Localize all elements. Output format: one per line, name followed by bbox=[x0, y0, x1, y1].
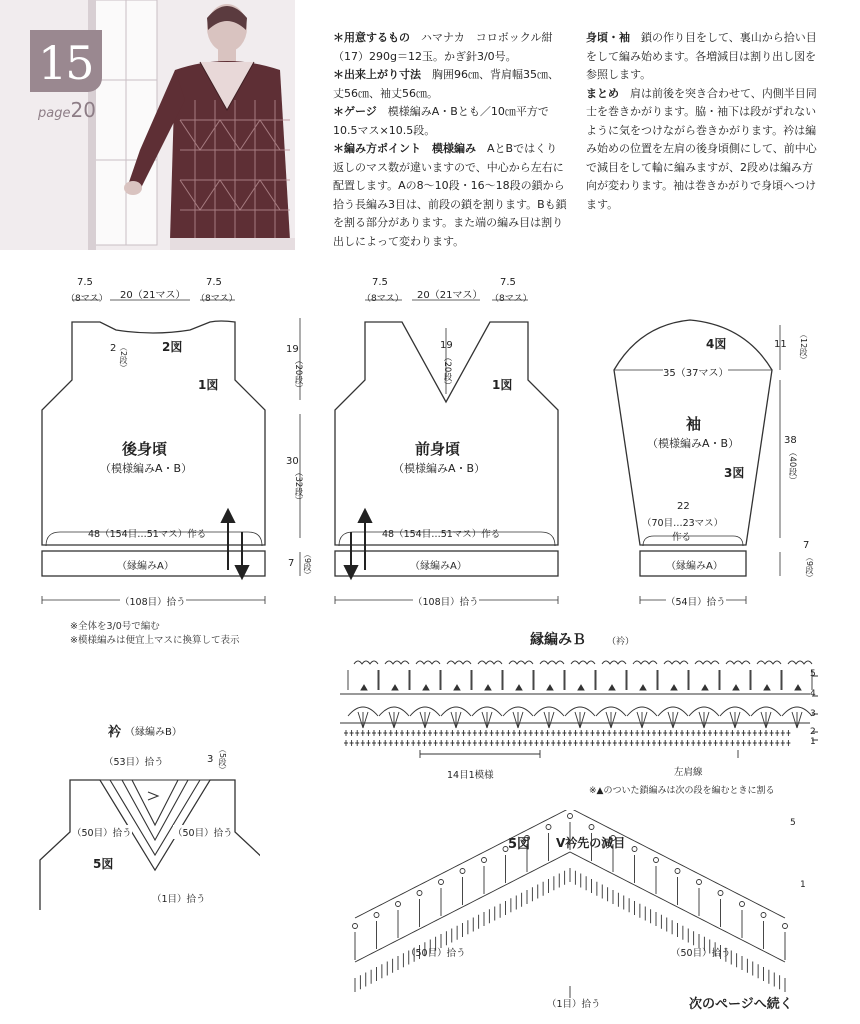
back-body-outline bbox=[42, 321, 265, 545]
materials-heading: ＊用意するもの bbox=[333, 31, 410, 44]
front-shoulder-right: 7.5 bbox=[500, 277, 516, 288]
chart5-right-pickup: （50目）拾う bbox=[671, 948, 731, 959]
back-neck-depth-sub: （2段） bbox=[119, 343, 128, 373]
back-shoulder-left: 7.5 bbox=[77, 277, 93, 288]
back-body-pattern: （模様編みA・B） bbox=[100, 462, 193, 475]
armhole-depth: 19 bbox=[286, 344, 299, 355]
front-neck-width: 20（21マス） bbox=[417, 290, 483, 301]
sleeve-fig4: 4図 bbox=[706, 337, 727, 351]
collar-center-pickup: （1目）拾う bbox=[152, 894, 206, 905]
sleeve-cuff-sub: （70目…23マス） bbox=[642, 518, 724, 529]
chart-b-row3: 3 bbox=[810, 709, 816, 719]
collar-right-pickup: （50目）拾う bbox=[173, 825, 233, 839]
pattern-number: 15 bbox=[38, 36, 93, 90]
sleeve-cap: 11 bbox=[774, 339, 787, 350]
sleeve-cast-on: 作る bbox=[672, 532, 692, 543]
armhole-depth-sub: （20段） bbox=[293, 356, 303, 393]
chart-b-title: 縁編みＢ bbox=[530, 632, 586, 648]
sleeve-length-sub: （40段） bbox=[787, 448, 797, 485]
sleeve-cuff-width: 22 bbox=[677, 501, 690, 512]
back-neck-depth: 2 bbox=[110, 343, 117, 354]
border-depth: 7 bbox=[288, 558, 295, 569]
collar-top-pickup: （53目）拾う bbox=[104, 757, 164, 768]
back-body-title: 後身頃 bbox=[122, 440, 168, 458]
size-heading: ＊出来上がり寸法 bbox=[333, 68, 421, 81]
front-shoulder-left: 7.5 bbox=[372, 277, 388, 288]
sleeve-border-depth-sub: （9段） bbox=[805, 553, 814, 583]
front-v-depth-sub: （20段） bbox=[442, 353, 452, 390]
note-1: ※全体を3/0号で編む bbox=[70, 621, 160, 632]
front-fig1: 1図 bbox=[492, 378, 513, 392]
chart-b-row1: 1 bbox=[810, 737, 816, 747]
body-text: 鎖の作り目をして、裏山から拾い目をして編み始めます。各増減目は割り出し図を参照します。 bbox=[586, 31, 817, 81]
sleeve-pickup: （54目）拾う bbox=[666, 594, 726, 608]
chart5-row5: 5 bbox=[790, 818, 796, 828]
collar-title: 衿 bbox=[108, 725, 122, 740]
chart-b-row2: 2 bbox=[810, 727, 816, 737]
sleeve-border-label: （縁編みA） bbox=[666, 561, 723, 572]
chart-b-row4: 4 bbox=[810, 689, 816, 699]
body-length: 30 bbox=[286, 456, 299, 467]
front-body-pattern: （模様編みA・B） bbox=[393, 462, 486, 475]
instructions-column-1 bbox=[333, 29, 568, 251]
edging-b-chart bbox=[340, 650, 820, 760]
front-v-depth: 19 bbox=[440, 340, 453, 351]
back-shoulder-right: 7.5 bbox=[206, 277, 222, 288]
body-length-sub: （32段） bbox=[293, 468, 303, 505]
collar-fig5: 5図 bbox=[93, 857, 114, 871]
points-text: AとBではくり返しのマス数が違いますので、中心から左右に配置します。Aの8〜10段・16〜18段の鎖から拾う長編み3目は、前段の鎖を割ります。Bも鎖を割る部分があります。また端の編み目は割り出しによって変わります。 bbox=[333, 142, 567, 248]
body-heading: 身頃・袖 bbox=[586, 31, 630, 44]
chart-b-subtitle: （衿） bbox=[607, 637, 635, 647]
back-pickup: （108目）拾う bbox=[120, 594, 186, 608]
v-neck-decrease-chart bbox=[335, 810, 805, 1000]
points-heading: ＊編み方ポイント bbox=[333, 142, 421, 155]
sleeve-pattern: （模様編みA・B） bbox=[647, 437, 740, 450]
chart5-row1: 1 bbox=[800, 880, 806, 890]
front-shoulder-left-sub: （8マス） bbox=[362, 294, 404, 304]
continued-next-page: 次のページへ続く bbox=[689, 997, 793, 1012]
collar-rows-sub: （5段） bbox=[218, 745, 227, 775]
general-notes bbox=[70, 620, 239, 648]
sleeve-fig3: 3図 bbox=[724, 466, 745, 480]
sleeve-cap-sub: （12段） bbox=[799, 330, 808, 365]
chart-b-row-numbers bbox=[810, 668, 816, 748]
size-text: 胸囲96㎝、背肩幅35㎝、丈56㎝、袖丈56㎝。 bbox=[333, 68, 559, 100]
back-border-label: （縁編みA） bbox=[117, 561, 174, 572]
chart5-left-pickup: （50目）拾う bbox=[406, 948, 466, 959]
page-number: 20 bbox=[70, 98, 96, 122]
page-label bbox=[38, 98, 96, 122]
collar-subtitle: （縁編みB） bbox=[125, 727, 182, 738]
finish-heading: まとめ bbox=[586, 86, 619, 100]
front-cast-on: 48（154目…51マス）作る bbox=[382, 529, 501, 540]
points-subheading: 模様編み bbox=[432, 142, 476, 155]
front-shoulder-right-sub: （8マス） bbox=[490, 294, 532, 304]
chart-b-repeat: 14目1模様 bbox=[447, 770, 494, 781]
collar-rows: 3 bbox=[207, 754, 214, 765]
back-shoulder-left-sub: （8マス） bbox=[66, 294, 108, 304]
back-fig2: 2図 bbox=[162, 340, 183, 354]
chart5-subtitle: V衿先の減目 bbox=[556, 836, 626, 850]
chart5-title: 5図 bbox=[508, 837, 531, 852]
finish-text: 肩は前後を突き合わせて、内側半目同士を巻きかがります。脇・袖下は段がずれないように気をつけながら巻きかがります。衿は編み始めの位置を左肩の後身頃側にして、前中心で減目をして輪に編みますが、2段めは編み方向が変わります。袖は巻きかがりで身頃へつけます。 bbox=[586, 86, 817, 211]
back-fig1: 1図 bbox=[198, 378, 219, 392]
front-border-label: （縁編みA） bbox=[410, 561, 467, 572]
border-depth-sub: （9段） bbox=[303, 550, 312, 580]
chart-b-note: ※▲のついた鎖編みは次の段を編むときに割る bbox=[589, 786, 775, 796]
chart5-center-pickup: （1目）拾う bbox=[547, 999, 601, 1010]
gauge-text: 模様編みA・Bとも／10㎝平方で10.5マス×10.5段。 bbox=[333, 105, 549, 137]
front-body-title: 前身頃 bbox=[415, 440, 461, 458]
materials-text: ハマナカ コロボックル紺（17）290g＝12玉。かぎ針3/0号。 bbox=[333, 31, 553, 63]
back-neck-width: 20（21マス） bbox=[120, 290, 186, 301]
collar-left-pickup: （50目）拾う bbox=[72, 825, 132, 839]
chart-b-shoulder-line: 左肩線 bbox=[674, 767, 703, 778]
chart-b-row5: 5 bbox=[810, 669, 816, 679]
note-2: ※模様編みは便宜上マスに換算して表示 bbox=[70, 635, 240, 646]
sleeve-length: 38 bbox=[784, 435, 797, 446]
back-cast-on: 48（154目…51マス）作る bbox=[88, 529, 207, 540]
gauge-heading: ＊ゲージ bbox=[333, 105, 377, 118]
sleeve-title: 袖 bbox=[686, 415, 702, 433]
sleeve-border-depth: 7 bbox=[803, 540, 810, 551]
sleeve-top-width: 35（37マス） bbox=[663, 364, 728, 379]
back-shoulder-right-sub: （8マス） bbox=[196, 294, 238, 304]
page-prefix: page bbox=[38, 106, 71, 121]
front-pickup: （108目）拾う bbox=[413, 594, 479, 608]
instructions-column-2 bbox=[586, 29, 818, 214]
